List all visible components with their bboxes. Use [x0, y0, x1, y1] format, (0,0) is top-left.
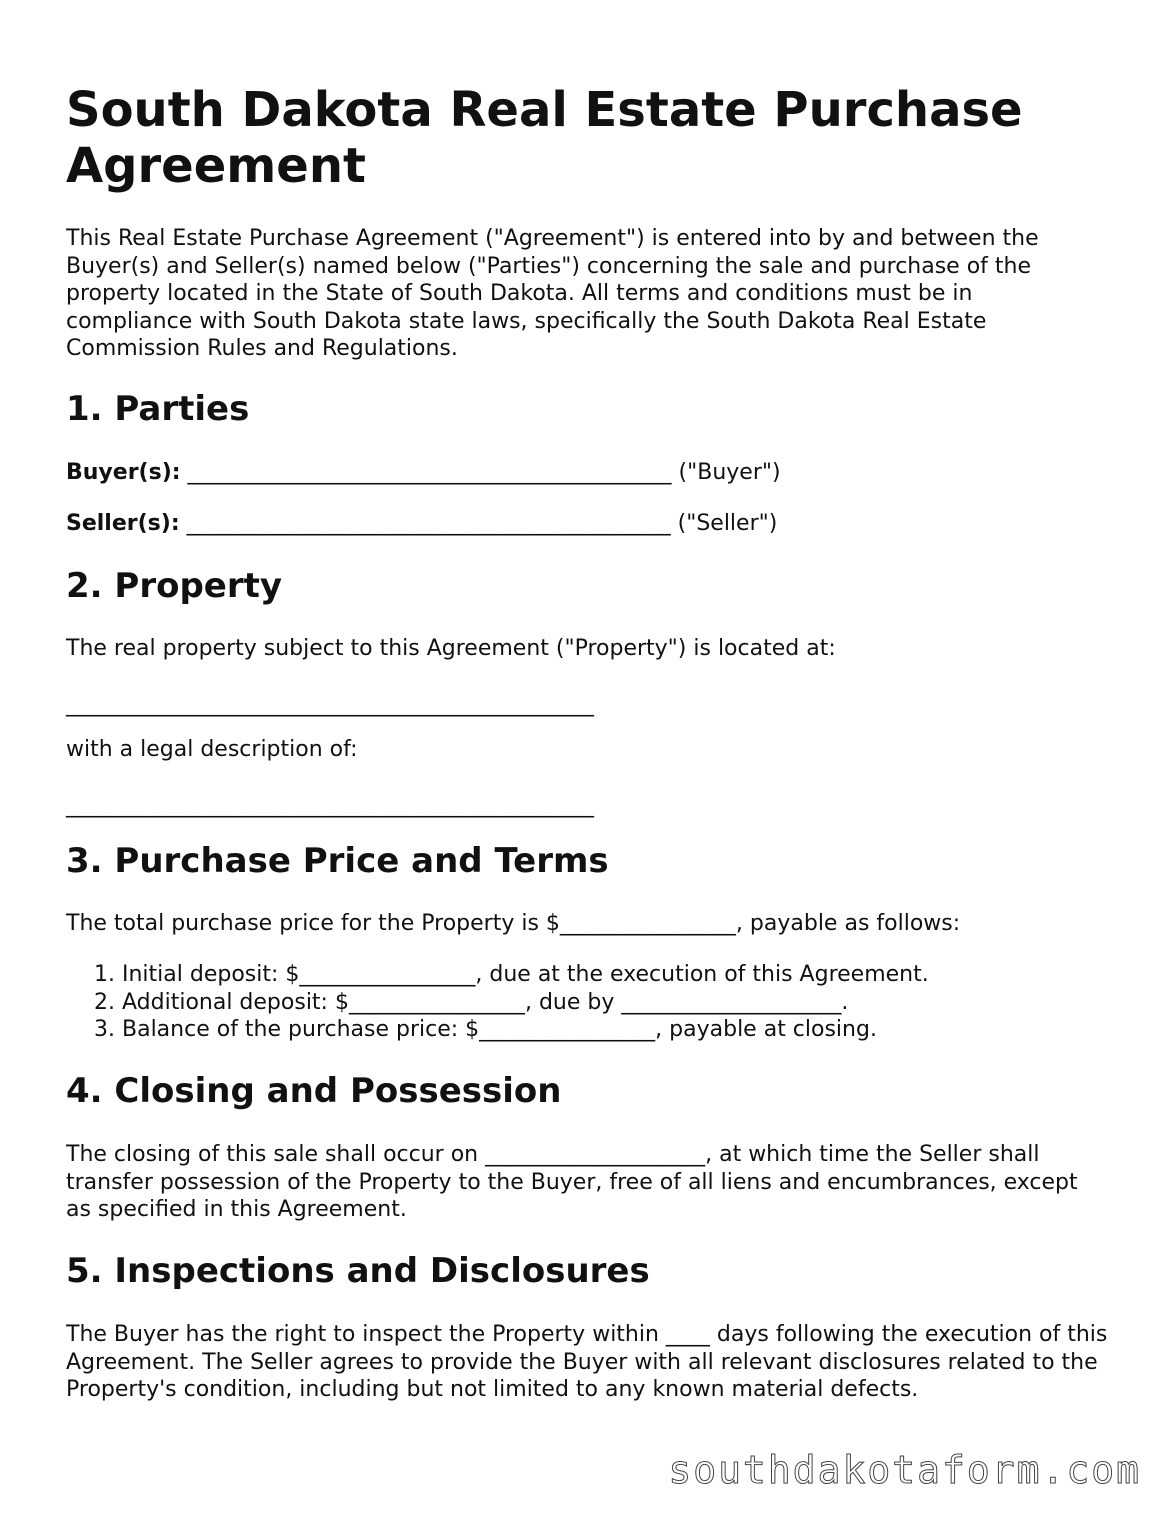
- payment-terms-list: [66, 961, 929, 1044]
- payment-term-item: 3. Balance of the purchase price: $________________, payable at closing.: [122, 1016, 929, 1044]
- section-parties-heading: 1. Parties: [66, 389, 250, 429]
- buyer-label: Buyer(s):: [66, 460, 181, 485]
- payment-term-item: 1. Initial deposit: $________________, due at the execution of this Agreement.: [122, 961, 929, 989]
- seller-field: [66, 510, 777, 538]
- section-property-heading: 2. Property: [66, 566, 283, 606]
- seller-blank-line: ____________________________________________ ("Seller"): [186, 511, 778, 536]
- closing-paragraph: The closing of this sale shall occur on ____________________, at which time the Seller shall transfer possession of the Property to the Buyer, free of all liens and encumbrances, except as specified in this Agreement.: [66, 1142, 1078, 1222]
- site-watermark: southdakotaform.com: [668, 1448, 1141, 1492]
- property-address-blank: ________________________________________________: [66, 692, 594, 717]
- buyer-field: [66, 459, 781, 487]
- section-price-heading: 3. Purchase Price and Terms: [66, 841, 609, 881]
- document-title: South Dakota Real Estate Purchase Agreement: [66, 82, 1023, 194]
- payment-term-item: 2. Additional deposit: $________________, due by ____________________.: [122, 989, 929, 1017]
- intro-paragraph: This Real Estate Purchase Agreement ("Agreement") is entered into by and between the Buyer(s) and Seller(s) named below ("Parties") concerning the sale and purchase of the property located in the State of South Dakota. All terms and conditions must be in compliance with South Dakota state laws, specifically the South Dakota Real Estate Commission Rules and Regulations.: [66, 226, 1039, 361]
- legal-description-text: with a legal description of:: [66, 737, 358, 762]
- seller-label: Seller(s):: [66, 511, 180, 536]
- legal-description-blank: ________________________________________________: [66, 793, 594, 818]
- buyer-blank-line: ____________________________________________ ("Buyer"): [187, 460, 781, 485]
- section-closing-heading: 4. Closing and Possession: [66, 1071, 562, 1111]
- inspections-paragraph: The Buyer has the right to inspect the Property within ____ days following the execution of this Agreement. The Seller agrees to provide the Buyer with all relevant disclosures related to the Property's condition, including but not limited to any known material defects.: [66, 1322, 1108, 1402]
- property-location-text: The real property subject to this Agreement ("Property") is located at:: [66, 636, 836, 661]
- purchase-price-text: The total purchase price for the Property is $________________, payable as follows:: [66, 911, 961, 936]
- section-inspections-heading: 5. Inspections and Disclosures: [66, 1251, 650, 1291]
